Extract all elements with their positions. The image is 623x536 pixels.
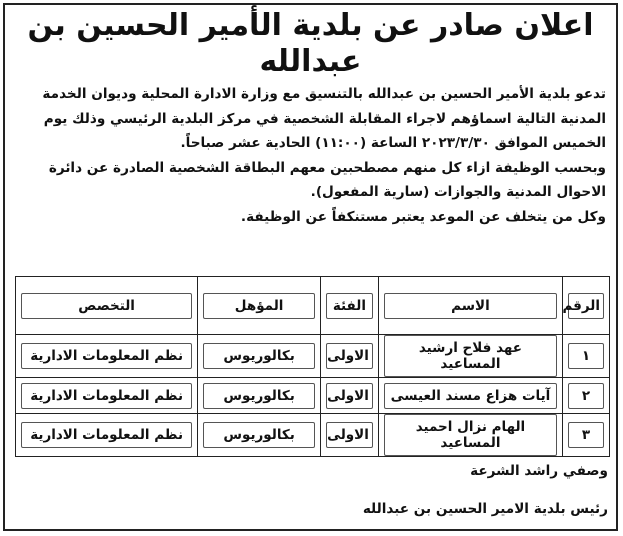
cell-name: عهد فلاح ارشيد المساعيد bbox=[378, 335, 562, 378]
announcement-frame bbox=[3, 3, 618, 531]
announcement-body bbox=[15, 82, 606, 229]
cell-qualification: بكالوريوس bbox=[197, 335, 320, 378]
cell-category: الاولى bbox=[320, 335, 378, 378]
body-line: الاحوال المدنية والجوازات (سارية المفعول). bbox=[310, 184, 606, 200]
cell-category: الاولى bbox=[320, 414, 378, 456]
candidates-table bbox=[15, 276, 610, 457]
header-qualification: المؤهل bbox=[197, 277, 320, 335]
table-row bbox=[16, 414, 609, 456]
table-header-row bbox=[16, 277, 609, 335]
signatory-name: وصفي راشد الشرعة bbox=[470, 463, 608, 479]
cell-qualification: بكالوريوس bbox=[197, 414, 320, 456]
cell-number: ٣ bbox=[562, 414, 609, 456]
signatory-position: رئيس بلدية الامير الحسين بن عبدالله bbox=[362, 501, 608, 517]
body-line: الخميس الموافق ٢٠٢٣/٣/٣٠ الساعة (١١:٠٠) الحادية عشر صباحاً. bbox=[180, 135, 606, 151]
cell-name: آيات هزاع مسند العيسى bbox=[378, 378, 562, 414]
body-line: تدعو بلدية الأمير الحسين بن عبدالله بالتنسيق مع وزارة الادارة المحلية وديوان الخدمة bbox=[42, 86, 606, 102]
cell-name: الهام نزال احميد المساعيد bbox=[378, 414, 562, 456]
header-specialization: التخصص bbox=[16, 277, 197, 335]
cell-specialization: نظم المعلومات الادارية bbox=[16, 414, 197, 456]
body-line: وبحسب الوظيفة ازاء كل منهم مصطحبين معهم البطاقة الشخصية الصادرة عن دائرة bbox=[48, 159, 606, 176]
cell-number: ١ bbox=[562, 335, 609, 378]
cell-category: الاولى bbox=[320, 378, 378, 414]
header-number: الرقم bbox=[562, 277, 609, 335]
cell-specialization: نظم المعلومات الادارية bbox=[16, 335, 197, 378]
body-line: وكل من يتخلف عن الموعد يعتبر مستنكفاً عن الوظيفة. bbox=[240, 208, 606, 225]
body-line: المدنية التالية اسماؤهم لاجراء المقابلة الشخصية في مركز البلدية الرئيسي وذلك يوم bbox=[43, 110, 606, 127]
announcement-title: اعلان صادر عن بلدية الأمير الحسين بن عبدالله bbox=[27, 8, 594, 79]
header-category: الفئة bbox=[320, 277, 378, 335]
header-name: الاسم bbox=[378, 277, 562, 335]
cell-qualification: بكالوريوس bbox=[197, 378, 320, 414]
cell-number: ٢ bbox=[562, 378, 609, 414]
table-row bbox=[16, 378, 609, 414]
cell-specialization: نظم المعلومات الادارية bbox=[16, 378, 197, 414]
table-row bbox=[16, 335, 609, 378]
